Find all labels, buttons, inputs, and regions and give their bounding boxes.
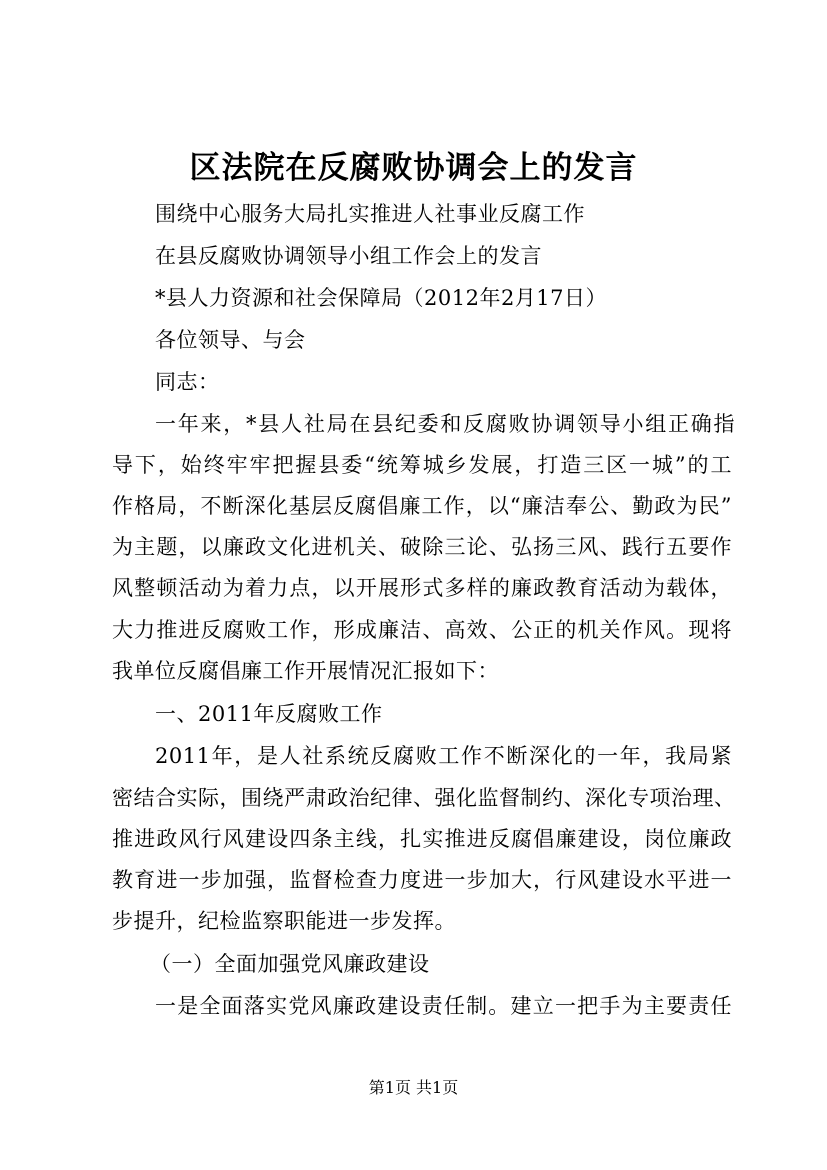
- salutation-line: 同志：: [155, 370, 220, 394]
- subsection-heading: （一）全面加强党风廉政建设: [150, 952, 430, 976]
- paragraph-line: 一年来，*县人社局在县纪委和反腐败协调领导小组正确指: [155, 412, 735, 436]
- paragraph-line: 2011年，是人社系统反腐败工作不断深化的一年，我局紧: [155, 744, 732, 768]
- paragraph-line: 作格局，不断深化基层反腐倡廉工作，以“廉洁奉公、勤政为民”: [112, 494, 732, 518]
- paragraph-line: 我单位反腐倡廉工作开展情况汇报如下：: [112, 659, 499, 683]
- paragraph-line: 导下，始终牢牢把握县委“统筹城乡发展，打造三区一城”的工: [112, 453, 732, 477]
- paragraph-line: 推进政风行风建设四条主线，扎实推进反腐倡廉建设，岗位廉政: [112, 827, 732, 851]
- section-heading: 一、2011年反腐败工作: [155, 702, 383, 726]
- paragraph-line: 为主题，以廉政文化进机关、破除三论、弘扬三风、践行五要作: [112, 535, 732, 559]
- salutation-line: 各位领导、与会: [155, 328, 306, 352]
- paragraph-line: 一是全面落实党风廉政建设责任制。建立一把手为主要责任: [155, 994, 732, 1018]
- paragraph-line: 教育进一步加强，监督检查力度进一步加大，行风建设水平进一: [112, 868, 732, 892]
- subtitle-line: 在县反腐败协调领导小组工作会上的发言: [155, 244, 542, 268]
- document-title: 区法院在反腐败协调会上的发言: [189, 150, 638, 186]
- paragraph-line: 密结合实际，围绕严肃政治纪律、强化监督制约、深化专项治理、: [112, 786, 736, 810]
- subtitle-line: 围绕中心服务大局扎实推进人社事业反腐工作: [155, 202, 585, 226]
- paragraph-line: 步提升，纪检监察职能进一步发挥。: [112, 909, 456, 933]
- paragraph-line: 风整顿活动为着力点，以开展形式多样的廉政教育活动为载体，: [112, 576, 732, 600]
- page-footer: 第1页 共1页: [368, 1078, 459, 1097]
- issuer-line: *县人力资源和社会保障局（2012年2月17日）: [155, 286, 608, 310]
- paragraph-line: 大力推进反腐败工作，形成廉洁、高效、公正的机关作风。现将: [112, 618, 732, 642]
